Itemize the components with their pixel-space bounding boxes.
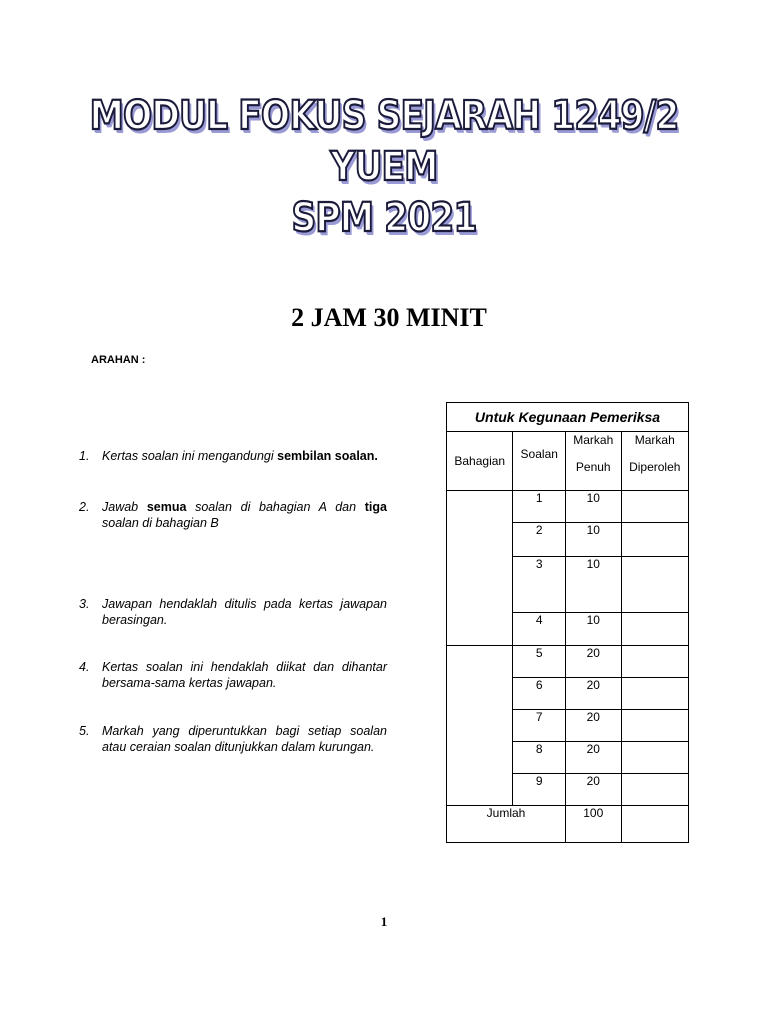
markah-cell: 20	[566, 646, 622, 678]
title-line-2: YUEM	[330, 144, 438, 190]
instruction-text: Kertas soalan ini mengandungi	[102, 449, 278, 463]
diperoleh-cell	[621, 557, 689, 613]
instruction-1	[79, 448, 387, 464]
markah-cell: 20	[566, 710, 622, 742]
bahagian-a-cell	[447, 491, 513, 646]
markah-cell: 20	[566, 774, 622, 806]
arahan-label: ARAHAN :	[91, 354, 146, 366]
instruction-number: 5.	[79, 724, 90, 738]
col-markah-diperoleh-l2: Diperoleh	[629, 460, 681, 474]
markah-cell: 10	[566, 523, 622, 557]
markah-cell: 10	[566, 613, 622, 646]
jumlah-label: Jumlah	[447, 806, 566, 843]
instruction-text: soalan di bahagian B	[102, 516, 219, 530]
soalan-cell: 7	[513, 710, 566, 742]
instruction-number: 2.	[79, 500, 90, 514]
diperoleh-cell	[621, 491, 689, 523]
examiner-table-header: Untuk Kegunaan Pemeriksa	[447, 403, 689, 432]
col-markah-penuh-l1: Markah	[573, 433, 614, 447]
instruction-5	[79, 723, 387, 755]
col-bahagian: Bahagian	[447, 432, 513, 491]
instruction-number: 3.	[79, 597, 90, 611]
instruction-number: 1.	[79, 449, 90, 463]
col-soalan: Soalan	[513, 432, 566, 491]
instruction-text: Kertas soalan ini hendaklah diikat dan dihantar bersama-sama kertas jawapan.	[102, 660, 387, 690]
instruction-3	[79, 596, 387, 628]
instruction-text: Markah yang diperuntukkan bagi setiap soalan atau ceraian soalan ditunjukkan dalam kurungan.	[102, 724, 387, 754]
soalan-cell: 1	[513, 491, 566, 523]
instruction-number: 4.	[79, 660, 90, 674]
col-markah-diperoleh-l1: Markah	[634, 433, 675, 447]
soalan-cell: 8	[513, 742, 566, 774]
col-markah-penuh-l2: Penuh	[575, 460, 611, 474]
col-markah-penuh	[566, 432, 622, 491]
diperoleh-cell	[621, 710, 689, 742]
markah-cell: 10	[566, 557, 622, 613]
instruction-text: soalan di bahagian A dan	[186, 500, 365, 514]
jumlah-diperoleh	[621, 806, 689, 843]
diperoleh-cell	[621, 523, 689, 557]
soalan-cell: 5	[513, 646, 566, 678]
soalan-cell: 3	[513, 557, 566, 613]
instruction-2	[79, 499, 387, 531]
diperoleh-cell	[621, 742, 689, 774]
page-number: 1	[380, 914, 388, 929]
examiner-table	[446, 402, 689, 843]
soalan-cell: 4	[513, 613, 566, 646]
diperoleh-cell	[621, 613, 689, 646]
bahagian-b-cell	[447, 646, 513, 806]
instruction-text: Jawapan hendaklah ditulis pada kertas jawapan berasingan.	[102, 597, 387, 627]
col-markah-diperoleh	[621, 432, 689, 491]
instruction-bold: sembilan soalan.	[277, 449, 378, 463]
soalan-cell: 9	[513, 774, 566, 806]
soalan-cell: 2	[513, 523, 566, 557]
title-line-1: MODUL FOKUS SEJARAH 1249/2	[89, 93, 679, 139]
diperoleh-cell	[621, 774, 689, 806]
instruction-text: Jawab	[102, 500, 147, 514]
diperoleh-cell	[621, 646, 689, 678]
title-line-3: SPM 2021	[291, 195, 477, 241]
instruction-4	[79, 659, 387, 691]
instruction-bold: tiga	[364, 500, 387, 514]
jumlah-value: 100	[566, 806, 622, 843]
markah-cell: 20	[566, 742, 622, 774]
markah-cell: 10	[566, 491, 622, 523]
exam-duration: 2 JAM 30 MINIT	[291, 303, 487, 332]
markah-cell: 20	[566, 678, 622, 710]
instruction-bold: semua	[146, 500, 187, 514]
soalan-cell: 6	[513, 678, 566, 710]
diperoleh-cell	[621, 678, 689, 710]
